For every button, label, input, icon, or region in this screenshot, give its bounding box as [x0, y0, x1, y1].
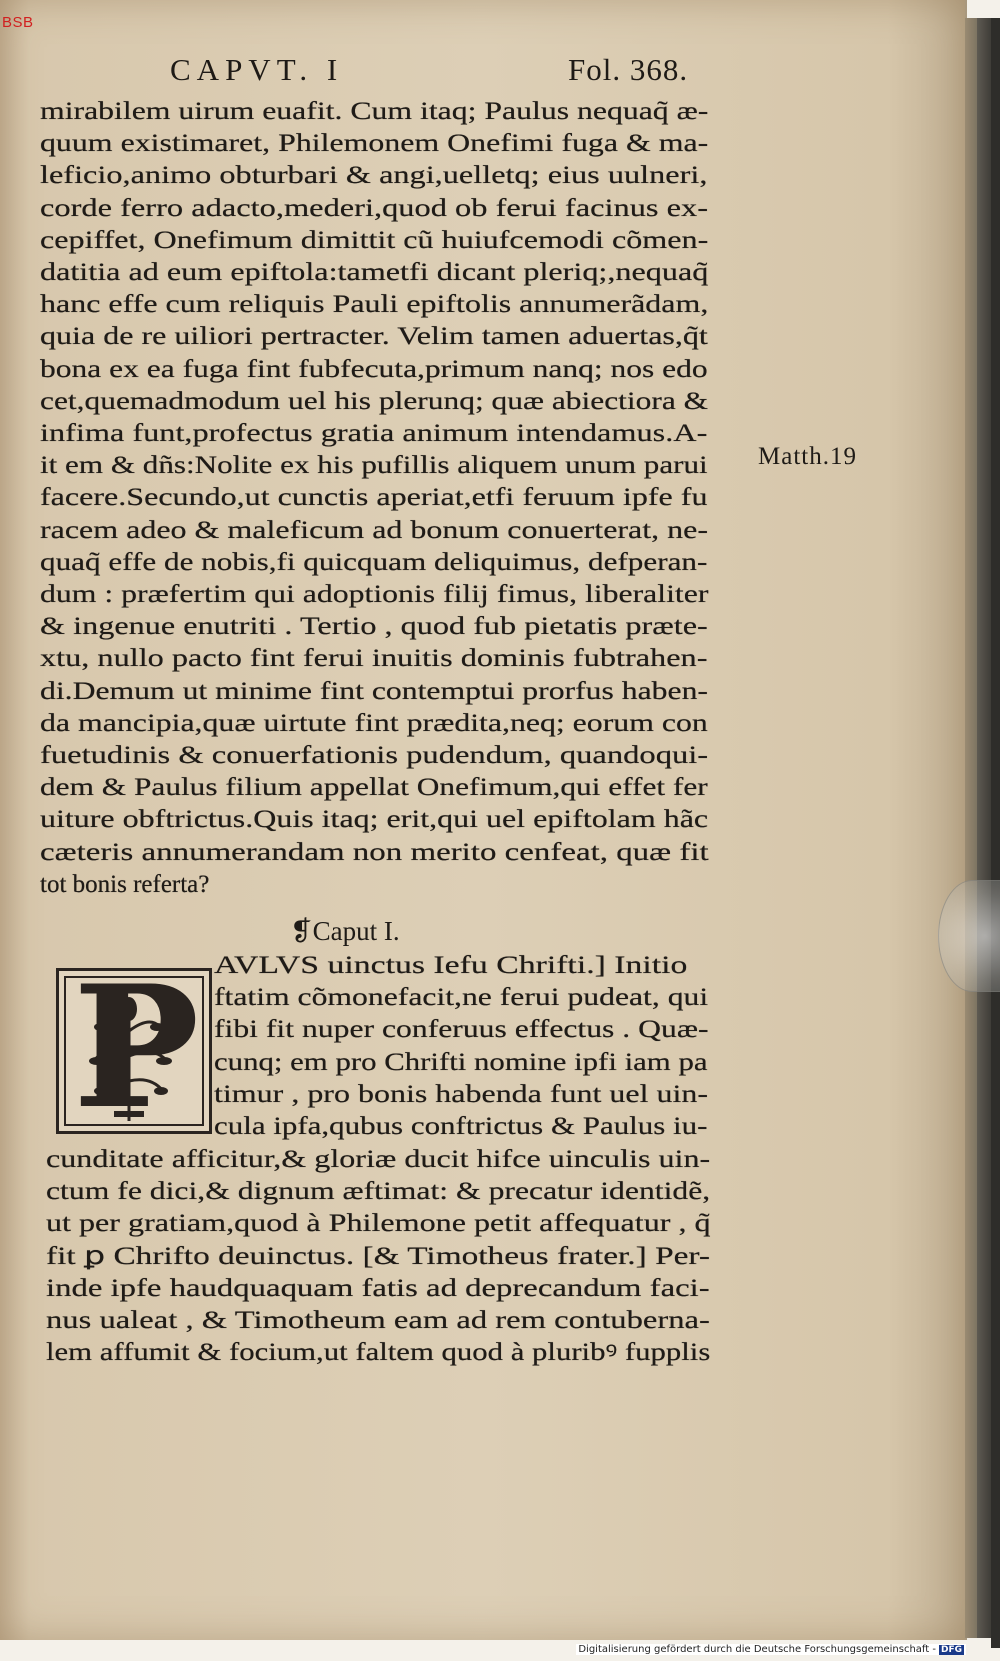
text-line: uiture obftrictus.Quis itaq; erit,qui uel epiftolam hãc [40, 806, 709, 834]
text-line: hanc effe cum reliquis Pauli epiftolis annumerãdam, [40, 291, 709, 319]
footer-text: Digitalisierung gefördert durch die Deutsche Forschungsgemeinschaft - [578, 1644, 936, 1655]
text-line: fit ꝑ Chrifto deuinctus. [& Timotheus frater.] Per- [46, 1242, 710, 1270]
text-line: & ingenue enutriti . Tertio , quod fub pietatis præte- [40, 613, 708, 641]
text-line: quum existimaret, Philemonem Onefimi fuga & ma- [40, 130, 709, 158]
running-head-chapter: CAPVT. I [170, 52, 344, 87]
text-line: fibi fit nuper conferuus effectus . Quæ- [214, 1016, 709, 1044]
text-line: lem affumit & focium,ut faltem quod à pluribꝰ fupplis [46, 1339, 711, 1367]
text-line: AVLVS uinctus Iefu Chrifti.] Initio [214, 952, 688, 979]
page-edge [965, 18, 977, 1638]
text-line: quaq̃ effe de nobis,fi quicquam deliquimus, defperan- [40, 548, 708, 576]
text-line: infima funt,profectus gratia animum intendamus.A- [40, 420, 708, 447]
text-line: di.Demum ut minime fint contemptui prorfus haben- [40, 677, 708, 705]
text-line: dum : præfertim qui adoptionis filij fimus, liberaliter [40, 581, 709, 608]
text-line: ctum fe dici,& dignum æftimat: & precatur identidẽ, [46, 1178, 711, 1206]
folio-number: Fol. 368. [568, 52, 689, 87]
text-line: bona ex ea fuga fint fubfecuta,primum nanq; nos edo [40, 355, 708, 383]
text-line: nus ualeat , & Timotheum eam ad rem contuberna- [46, 1307, 710, 1334]
text-line: ut per gratiam,quod à Philemone petit affequatur , q̃ [46, 1210, 711, 1238]
text-line: leficio,animo obturbari & angi,uelletq; eius uulneri, [40, 162, 708, 190]
text-line: racem adeo & maleficum ad bonum conuerterat, ne- [40, 516, 708, 544]
text-line: mirabilem uirum euafit. Cum itaq; Paulus nequaq̃ æ- [40, 98, 709, 125]
text-line: corde ferro adacto,mederi,quod ob ferui facinus ex- [40, 194, 709, 222]
text-line: cepiffet, Onefimum dimittit cũ huiufcemodi cõmen- [40, 226, 709, 254]
text-line: ftatim cõmonefacit,ne ferui pudeat, qui [214, 984, 709, 1012]
dfg-logo: DFG [940, 1645, 962, 1655]
text-line: xtu, nullo pacto fint ferui inuitis dominis fubtrahen- [40, 645, 708, 673]
book-spine-shadow [991, 18, 1000, 1648]
text-line: da mancipia,quæ uirtute fint prædita,neq; eorum con [40, 709, 708, 737]
margin-note: Matth.19 [758, 443, 857, 470]
text-line: datitia ad eum epiftola:tametfi dicant pleriq;,nequaq̃ [40, 259, 709, 286]
text-line: inde ipfe haudquaquam fatis ad deprecandum faci- [46, 1274, 710, 1302]
text-line: tot bonis referta? [40, 870, 210, 898]
page-edge-dark [977, 18, 991, 1638]
text-line: cunq; em pro Chrifti nomine ipfi iam pa [214, 1048, 708, 1076]
text-line: dem & Paulus filium appellat Onefimum,qui effet fer [40, 774, 708, 802]
decorated-initial [56, 948, 212, 1146]
text-line: cula ipfa,qubus conftrictus & Paulus iu- [214, 1113, 708, 1140]
text-line: fuetudinis & conuerfationis pudendum, quandoqui- [40, 742, 709, 769]
text-line: quia de re uiliori pertracter. Velim tamen aduertas,q̃t [40, 323, 708, 351]
initial-letter: P [73, 948, 200, 1146]
bsb-watermark: BSB [2, 14, 34, 31]
page-clip [938, 880, 1000, 992]
text-line: it em & dñs:Nolite ex his pufillis aliquem unum parui [40, 452, 708, 480]
digitization-footer [576, 1644, 966, 1655]
text-line: cæteris annumerandam non merito cenfeat, quæ fit [40, 838, 709, 866]
running-head [170, 52, 710, 92]
text-line: facere.Secundo,ut cunctis aperiat,etfi feruum ipfe fu [40, 484, 708, 512]
text-line: cunditate afficitur,& gloriæ ducit hifce uinculis uin- [46, 1146, 711, 1173]
text-line: cet,quemadmodum uel his plerunq; quæ abiectiora & [40, 387, 709, 415]
text-line: timur , pro bonis habenda funt uel uin- [214, 1080, 709, 1108]
chapter-heading: ❡Caput I. [290, 916, 400, 946]
